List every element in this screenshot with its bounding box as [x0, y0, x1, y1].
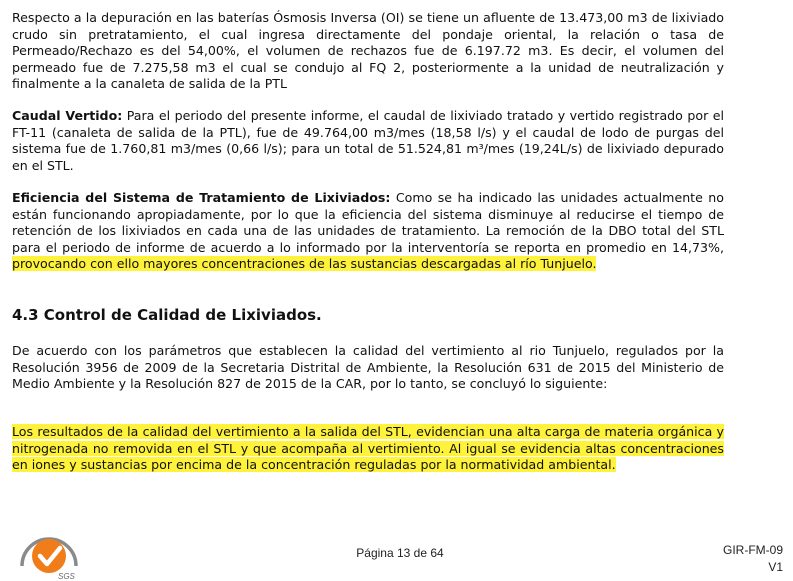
logo-text: SGS: [58, 572, 75, 581]
document-version: V1: [768, 560, 783, 574]
sgs-logo-icon: [14, 526, 84, 581]
resultados-highlight: Los resultados de la calidad del vertimiento a la salida del STL, evidencian una alta carga de materia orgánica y nitrogenada no removida en el STL y que acompaña al vertimiento. Al igual se evidencia altas concentraciones en iones y sustancias por encima de la concentración reguladas por la normatividad ambiental.: [12, 424, 724, 472]
document-code: [723, 542, 783, 576]
paragraph-osmosis: Respecto a la depuración en las baterías Ósmosis Inversa (OI) se tiene un afluente de 13.473,00 m3 de lixiviado crudo sin pretratamiento, el cual ingresa directamente del pondaje oriental, la relación o tasa de Permeado/Rechazo es del 54,00%, el volumen de rechazos fue de 6.197.72 m3. Es decir, el volumen del permeado fue de 7.275,58 m3 el cual se condujo al FQ 2, posteriormente a la unidad de neutralización y finalmente a la canaleta de salida de la PTL: [12, 10, 724, 91]
paragraph-caudal-vertido: [12, 108, 724, 174]
eficiencia-label: Eficiencia del Sistema de Tratamiento de Lixiviados:: [12, 190, 391, 205]
paragraph-parametros: De acuerdo con los parámetros que establecen la calidad del vertimiento al rio Tunjuelo, regulados por la Resolución 3956 de 2009 de la Secretaria Distrital de Ambiente, la Resolución 631 de 2015 del Ministerio de Medio Ambiente y la Resolución 827 de 2015 de la CAR, por lo tanto, se concluyó lo siguiente:: [12, 343, 724, 391]
page-number: Página 13 de 64: [356, 546, 444, 560]
paragraph-eficiencia: [12, 190, 724, 273]
section-heading: 4.3 Control de Calidad de Lixiviados.: [12, 306, 322, 324]
eficiencia-highlight: provocando con ello mayores concentraciones de las sustancias descargadas al río Tunjuelo.: [12, 256, 597, 271]
caudal-vertido-label: Caudal Vertido:: [12, 108, 123, 123]
eficiencia-text: Como se ha indicado las unidades actualmente no están funcionando apropiadamente, por lo que la eficiencia del sistema disminuye al reducirse el tiempo de retención de los lixiviados en cada una de las unidades de tratamiento. La remoción de la DBO total del STL para el periodo de informe de acuerdo a lo informado por la interventoría se reporta en promedio en 14,73%,: [12, 190, 724, 255]
document-code-label: GIR-FM-09: [723, 543, 783, 557]
paragraph-resultados: [12, 424, 724, 474]
caudal-vertido-text: Para el periodo del presente informe, el caudal de lixiviado tratado y vertido registrado por el FT-11 (canaleta de salida de la PTL), fue de 49.764,00 m3/mes (18,58 l/s) y el caudal de lodo de purgas del sistema fue de 1.760,81 m3/mes (0,66 l/s); para un total de 51.524,81 m³/mes (19,24L/s) de lixiviado depurado en el STL.: [12, 108, 724, 173]
